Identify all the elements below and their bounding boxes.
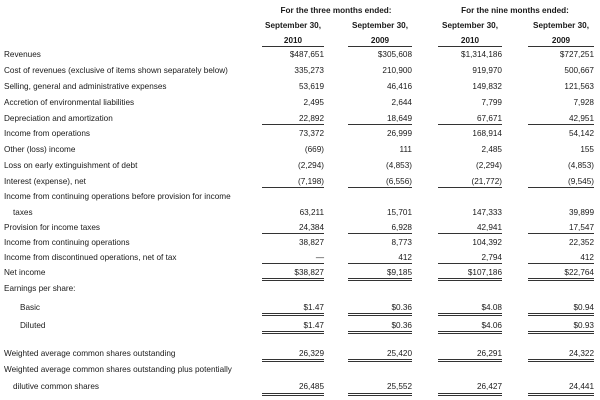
row-label: Diluted	[20, 321, 46, 330]
cell-value: 26,291	[476, 349, 502, 358]
subtotal-rule	[438, 263, 502, 264]
total-double-rule	[528, 313, 594, 316]
cell-value: $487,651	[289, 50, 324, 59]
cell-value: $22,764	[564, 268, 594, 277]
cell-value: 2,485	[481, 145, 502, 154]
cell-value: $0.36	[391, 303, 412, 312]
total-double-rule	[262, 278, 324, 281]
cell-value: —	[315, 253, 324, 262]
row-label: Interest (expense), net	[4, 177, 86, 186]
row-label: Income from operations	[4, 129, 91, 138]
cell-value: 2,495	[303, 98, 324, 107]
header-year-col-1: 2010	[283, 36, 303, 45]
row-label: Income from continuing operations before provision for income	[4, 192, 231, 201]
total-double-rule	[438, 313, 502, 316]
header-year-col-3: 2010	[460, 36, 480, 45]
cell-value: 38,827	[298, 238, 324, 247]
cell-value: $0.93	[573, 321, 594, 330]
cell-value: 155	[580, 145, 594, 154]
cell-value: $305,608	[377, 50, 412, 59]
total-double-rule	[528, 359, 594, 362]
cell-value: 46,416	[386, 82, 412, 91]
cell-value: 26,999	[386, 129, 412, 138]
cell-value: (6,556)	[386, 177, 412, 186]
cell-value: 335,273	[294, 66, 324, 75]
row-label: Provision for income taxes	[4, 223, 101, 232]
cell-value: $4.06	[481, 321, 502, 330]
header-date-col-3: September 30,	[442, 21, 498, 30]
subtotal-rule	[348, 124, 412, 125]
total-double-rule	[348, 278, 412, 281]
row-label: Earnings per share:	[4, 284, 76, 293]
total-double-rule	[528, 393, 594, 396]
cell-value: $1.47	[303, 303, 324, 312]
cell-value: 22,892	[298, 114, 324, 123]
cell-value: 25,552	[386, 382, 412, 391]
subtotal-rule	[262, 263, 324, 264]
cell-value: (4,853)	[568, 161, 594, 170]
header-rule	[348, 46, 412, 47]
cell-value: (669)	[304, 145, 324, 154]
total-double-rule	[528, 331, 594, 334]
row-label: Income from continuing operations	[4, 238, 130, 247]
total-double-rule	[348, 359, 412, 362]
row-label: Net income	[4, 268, 46, 277]
total-double-rule	[262, 331, 324, 334]
cell-value: $4.08	[481, 303, 502, 312]
subtotal-rule	[348, 233, 412, 234]
total-double-rule	[262, 313, 324, 316]
cell-value: 24,322	[568, 349, 594, 358]
subtotal-rule	[528, 263, 594, 264]
subtotal-rule	[528, 124, 594, 125]
cell-value: $0.36	[391, 321, 412, 330]
cell-value: 210,900	[382, 66, 412, 75]
cell-value: 42,941	[476, 223, 502, 232]
total-double-rule	[438, 393, 502, 396]
header-rule	[262, 46, 324, 47]
cell-value: 67,671	[476, 114, 502, 123]
total-double-rule	[348, 313, 412, 316]
cell-value: (9,545)	[568, 177, 594, 186]
cell-value: 17,547	[568, 223, 594, 232]
subtotal-rule	[348, 263, 412, 264]
subtotal-rule	[438, 124, 502, 125]
row-label: Selling, general and administrative expenses	[4, 82, 167, 91]
row-label: Revenues	[4, 50, 41, 59]
subtotal-rule	[262, 233, 324, 234]
cell-value: (7,198)	[298, 177, 324, 186]
row-label: Weighted average common shares outstanding	[4, 349, 176, 358]
total-double-rule	[348, 331, 412, 334]
row-label: taxes	[13, 208, 33, 217]
header-date-col-2: September 30,	[352, 21, 408, 30]
cell-value: 24,441	[568, 382, 594, 391]
total-double-rule	[438, 331, 502, 334]
row-label: Cost of revenues (exclusive of items shown separately below)	[4, 66, 228, 75]
header-rule	[438, 46, 502, 47]
header-nine-months: For the nine months ended:	[461, 6, 569, 15]
cell-value: 121,563	[564, 82, 594, 91]
cell-value: (4,853)	[386, 161, 412, 170]
cell-value: (2,294)	[298, 161, 324, 170]
header-three-months: For the three months ended:	[280, 6, 392, 15]
cell-value: $38,827	[294, 268, 324, 277]
header-year-col-4: 2009	[551, 36, 571, 45]
row-label: Basic	[20, 303, 41, 312]
row-label: Income from discontinued operations, net of tax	[4, 253, 177, 262]
cell-value: 7,928	[573, 98, 594, 107]
cell-value: 7,799	[481, 98, 502, 107]
subtotal-rule	[262, 187, 324, 188]
cell-value: 39,899	[568, 208, 594, 217]
cell-value: 919,970	[472, 66, 502, 75]
cell-value: 104,392	[472, 238, 502, 247]
subtotal-rule	[348, 187, 412, 188]
row-label: dilutive common shares	[13, 382, 100, 391]
subtotal-rule	[262, 124, 324, 125]
cell-value: $1,314,186	[461, 50, 502, 59]
total-double-rule	[438, 359, 502, 362]
total-double-rule	[262, 393, 324, 396]
cell-value: $727,251	[559, 50, 594, 59]
header-year-col-2: 2009	[370, 36, 390, 45]
cell-value: 53,619	[298, 82, 324, 91]
cell-value: 149,832	[472, 82, 502, 91]
cell-value: 42,951	[568, 114, 594, 123]
cell-value: 8,773	[391, 238, 412, 247]
total-double-rule	[528, 278, 594, 281]
cell-value: (2,294)	[476, 161, 502, 170]
total-double-rule	[262, 359, 324, 362]
cell-value: 26,329	[298, 349, 324, 358]
cell-value: 412	[398, 253, 412, 262]
cell-value: 412	[580, 253, 594, 262]
subtotal-rule	[528, 233, 594, 234]
cell-value: $0.94	[573, 303, 594, 312]
cell-value: $9,185	[386, 268, 412, 277]
cell-value: 54,142	[568, 129, 594, 138]
total-double-rule	[348, 393, 412, 396]
cell-value: (21,772)	[471, 177, 502, 186]
cell-value: 500,667	[564, 66, 594, 75]
header-date-col-1: September 30,	[265, 21, 321, 30]
total-double-rule	[438, 278, 502, 281]
cell-value: 24,384	[298, 223, 324, 232]
cell-value: 147,333	[472, 208, 502, 217]
row-label: Depreciation and amortization	[4, 114, 113, 123]
subtotal-rule	[528, 187, 594, 188]
row-label: Loss on early extinguishment of debt	[4, 161, 138, 170]
cell-value: 15,701	[386, 208, 412, 217]
cell-value: 18,649	[386, 114, 412, 123]
cell-value: 111	[399, 145, 412, 154]
header-rule	[528, 46, 594, 47]
cell-value: 26,485	[298, 382, 324, 391]
subtotal-rule	[438, 187, 502, 188]
cell-value: 22,352	[568, 238, 594, 247]
cell-value: 168,914	[472, 129, 502, 138]
cell-value: 2,794	[481, 253, 502, 262]
cell-value: 63,211	[299, 208, 324, 217]
row-label: Accretion of environmental liabilities	[4, 98, 135, 107]
cell-value: 2,644	[391, 98, 412, 107]
header-date-col-4: September 30,	[533, 21, 589, 30]
cell-value: 26,427	[476, 382, 502, 391]
cell-value: $107,186	[467, 268, 502, 277]
cell-value: $1.47	[303, 321, 324, 330]
subtotal-rule	[438, 233, 502, 234]
cell-value: 25,420	[386, 349, 412, 358]
cell-value: 6,928	[391, 223, 412, 232]
row-label: Weighted average common shares outstanding plus potentially	[4, 365, 232, 374]
cell-value: 73,372	[298, 129, 324, 138]
row-label: Other (loss) income	[4, 145, 76, 154]
